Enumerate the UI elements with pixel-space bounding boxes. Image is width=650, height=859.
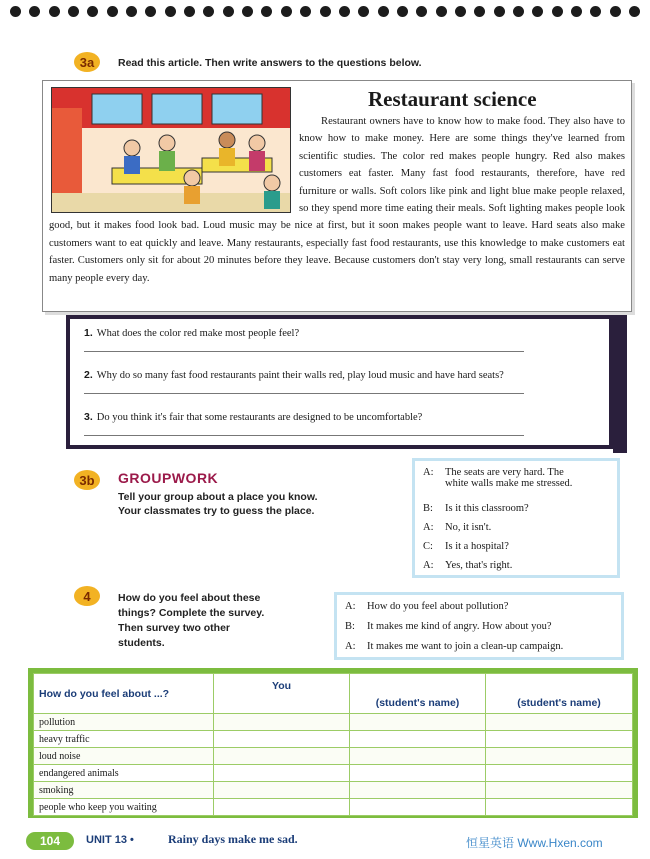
survey-instruction-4: students.	[118, 637, 165, 649]
section-3b-badge: 3b	[74, 470, 100, 490]
survey-header-student-2: (student's name)	[486, 674, 633, 714]
groupwork-instruction-2: Your classmates try to guess the place.	[118, 505, 315, 517]
survey-dialog: A: How do you feel about pollution? B: It makes me kind of angry. How about you? A: It makes me want to join a clean-up campaign.	[334, 592, 624, 660]
survey-instruction-3: Then survey two other	[118, 622, 231, 634]
survey-instruction-2: things? Complete the survey.	[118, 607, 265, 619]
groupwork-dialog: A: The seats are very hard. The white walls make me stressed. B: Is it this classroom? A: No, it isn't. C: Is it a hospital? A: Yes, that's right.	[412, 458, 620, 578]
table-row: pollution	[34, 714, 633, 731]
table-row: heavy traffic	[34, 731, 633, 748]
unit-title: Rainy days make me sad.	[168, 832, 298, 846]
groupwork-title: GROUPWORK	[118, 470, 219, 486]
table-row: people who keep you waiting	[34, 799, 633, 816]
binding-dots	[10, 6, 640, 20]
answer-line-2[interactable]	[84, 393, 524, 394]
page-number: 104	[26, 832, 74, 850]
article-title: Restaurant science	[368, 87, 537, 111]
section-3a-instruction: Read this article. Then write answers to the questions below.	[118, 57, 422, 69]
article-body: Restaurant owners have to know how to make food. They also have to know how to make money. Here are some things they've learned from scientific studies. The color red makes people hungry. Red also makes customers eat faster. Many fast food restaurants, therefore, have red furniture or walls. Soft colors like pink and light blue make people relaxed, so they spend more time eating their meals. Soft lighting makes people look good, but it makes food look bad. Loud music may be nice at first, but it soon makes people want to leave. Hard seats also make customers want to eat quickly and leave. Many restaurants, especially fast food restaurants, use this knowledge to make customers eat faster. Customers only sit for about 20 minutes before they leave. Because customers don't stay very long, small restaurants can serve many people every day.	[49, 116, 625, 284]
groupwork-instruction-1: Tell your group about a place you know.	[118, 491, 318, 503]
question-1: 1. What does the color red make most people feel?	[84, 327, 300, 339]
questions-box	[66, 315, 613, 449]
survey-table	[28, 668, 638, 818]
article	[42, 80, 632, 312]
survey-instruction-1: How do you feel about these	[118, 592, 261, 604]
survey-header-student-1: (student's name)	[350, 674, 486, 714]
answer-line-1[interactable]	[84, 351, 524, 352]
section-4-badge: 4	[74, 586, 100, 606]
survey-header-you: You	[214, 674, 350, 714]
answer-line-3[interactable]	[84, 435, 524, 436]
unit-label: UNIT 13 •	[86, 834, 134, 846]
watermark: 恒星英语 Www.Hxen.com	[466, 836, 603, 850]
section-3a-badge: 3a	[74, 52, 100, 72]
question-2: 2. Why do so many fast food restaurants paint their walls red, play loud music and have hard seats?	[84, 369, 504, 381]
question-3: 3. Do you think it's fair that some restaurants are designed to be uncomfortable?	[84, 411, 423, 423]
table-row: loud noise	[34, 748, 633, 765]
survey-header-topic: How do you feel about ...?	[34, 674, 214, 714]
table-row: endangered animals	[34, 765, 633, 782]
table-row: smoking	[34, 782, 633, 799]
